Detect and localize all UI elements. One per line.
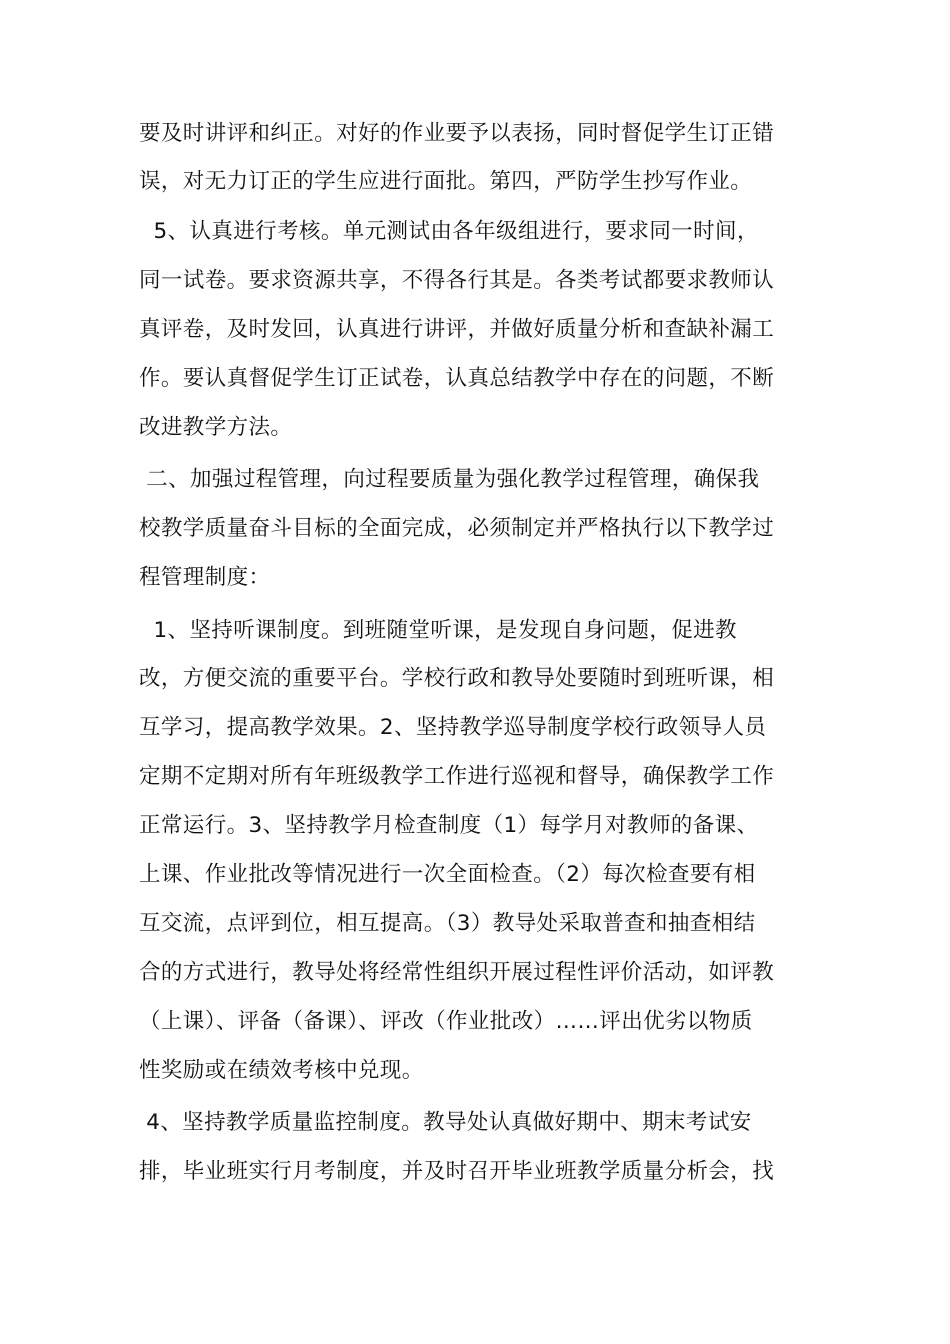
text-line: 作。要认真督促学生订正试卷，认真总结教学中存在的问题，不断 [139, 366, 775, 391]
text-line: 正常运行。3、坚持教学月检查制度（1）每学月对教师的备课、 [139, 813, 759, 838]
text-line: 真评卷，及时发回，认真进行讲评，并做好质量分析和查缺补漏工 [139, 317, 775, 342]
text-line: 5、认真进行考核。单元测试由各年级组进行，要求同一时间， [139, 219, 759, 244]
text-line: 定期不定期对所有年班级教学工作进行巡视和督导，确保教学工作 [139, 764, 775, 789]
text-line: 合的方式进行，教导处将经常性组织开展过程性评价活动，如评教 [139, 960, 775, 985]
text-line: 1、坚持听课制度。到班随堂听课，是发现自身问题，促进教 [139, 618, 737, 643]
text-line: 改进教学方法。 [139, 415, 293, 440]
text-line: 4、坚持教学质量监控制度。教导处认真做好期中、期末考试安 [139, 1110, 752, 1135]
text-line: 校教学质量奋斗目标的全面完成，必须制定并严格执行以下教学过 [139, 516, 775, 541]
text-line: 互交流，点评到位，相互提高。（3）教导处采取普查和抽查相结 [139, 911, 756, 936]
text-line: 互学习，提高教学效果。2、坚持教学巡导制度学校行政领导人员 [139, 715, 767, 740]
text-line: 二、加强过程管理，向过程要质量为强化教学过程管理，确保我 [139, 467, 760, 492]
text-line: 同一试卷。要求资源共享，不得各行其是。各类考试都要求教师认 [139, 268, 775, 293]
text-line: 误，对无力订正的学生应进行面批。第四，严防学生抄写作业。 [139, 169, 753, 194]
text-line: 改，方便交流的重要平台。学校行政和教导处要随时到班听课，相 [139, 666, 775, 691]
text-line: （上课）、评备（备课）、评改（作业批改）……评出优劣以物质 [139, 1009, 753, 1034]
text-line: 要及时讲评和纠正。对好的作业要予以表扬，同时督促学生订正错 [139, 121, 775, 146]
text-line: 排，毕业班实行月考制度，并及时召开毕业班教学质量分析会，找 [139, 1159, 775, 1184]
text-line: 上课、作业批改等情况进行一次全面检查。（2）每次检查要有相 [139, 862, 756, 887]
text-line: 性奖励或在绩效考核中兑现。 [139, 1058, 424, 1083]
text-line: 程管理制度： [139, 565, 271, 590]
